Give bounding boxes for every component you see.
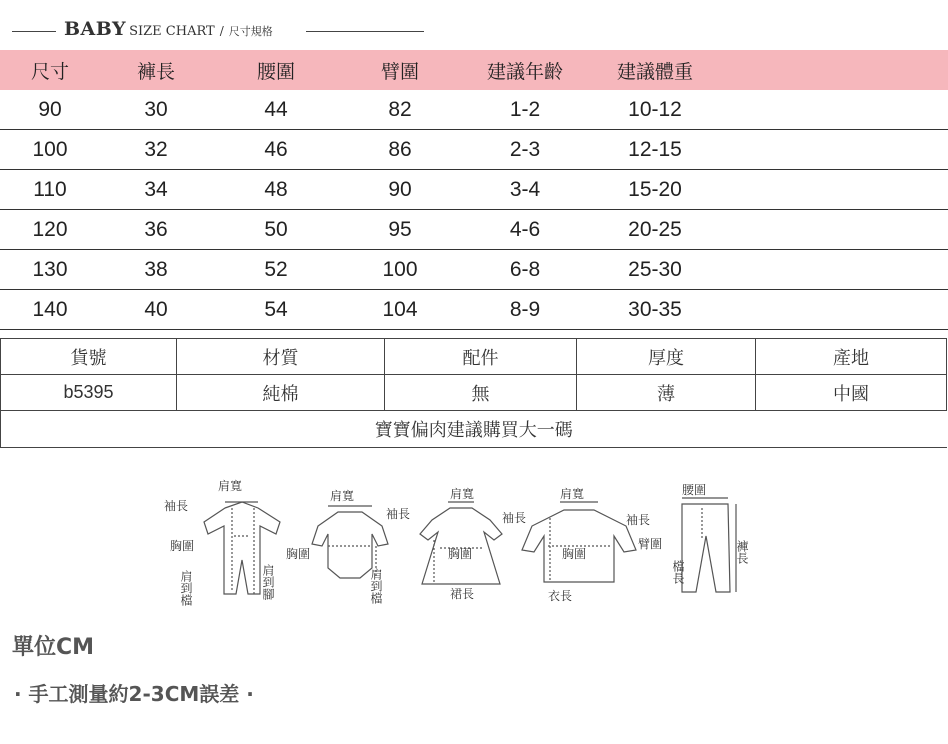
table-cell: 100	[340, 250, 460, 290]
table-cell: 90	[340, 170, 460, 210]
product-info-table	[0, 338, 947, 448]
label-waist: 腰圍	[682, 483, 707, 497]
table-cell: 30	[100, 90, 212, 130]
table-cell: 95	[340, 210, 460, 250]
table-cell: 50	[212, 210, 340, 250]
table-cell-blank	[720, 90, 948, 130]
label-skirt-length: 裙長	[450, 587, 475, 601]
info-value-row	[1, 375, 947, 411]
table-cell: 82	[340, 90, 460, 130]
subtitle-text: SIZE CHART	[129, 24, 215, 39]
info-label: 材質	[177, 339, 385, 375]
label-shoulder-width-3: 肩寬	[450, 487, 475, 501]
info-value: 薄	[577, 375, 756, 411]
label-chest-3: 胸圍	[448, 547, 473, 561]
table-cell: 12-15	[590, 130, 720, 170]
size-table	[0, 50, 948, 330]
table-cell: 38	[100, 250, 212, 290]
table-cell-blank	[720, 170, 948, 210]
table-row	[0, 250, 948, 290]
header-title	[64, 18, 273, 40]
label-sleeve-length-4: 袖長	[626, 513, 651, 527]
column-header: 尺寸	[0, 50, 100, 90]
column-header: 腰圍	[212, 50, 340, 90]
label-arm: 臂圍	[638, 537, 663, 551]
column-header: 建議年齡	[460, 50, 590, 90]
table-cell: 104	[340, 290, 460, 330]
table-cell-blank	[720, 130, 948, 170]
label-chest-4: 胸圍	[562, 547, 587, 561]
label-shoulder-width: 肩寬	[218, 479, 243, 493]
table-cell: 15-20	[590, 170, 720, 210]
label-chest-2: 胸圍	[286, 547, 311, 561]
table-cell: 36	[100, 210, 212, 250]
label-shoulder-to-foot: 肩到腳	[261, 564, 275, 600]
table-cell-blank	[720, 290, 948, 330]
table-cell: 40	[100, 290, 212, 330]
label-shoulder-to-crotch: 肩到檔	[179, 570, 193, 606]
label-sleeve-length: 袖長	[164, 499, 189, 513]
table-cell: 46	[212, 130, 340, 170]
header-rule-left	[12, 31, 56, 32]
tolerance-note: · 手工測量約2-3CM誤差 ·	[14, 682, 254, 706]
table-cell: 2-3	[460, 130, 590, 170]
label-sleeve-length-2: 袖長	[386, 507, 411, 521]
info-label: 貨號	[1, 339, 177, 375]
table-cell: 130	[0, 250, 100, 290]
table-cell: 10-12	[590, 90, 720, 130]
garment-diagram	[150, 478, 770, 618]
info-value: 無	[385, 375, 577, 411]
column-header-blank	[720, 50, 948, 90]
table-cell: 48	[212, 170, 340, 210]
table-cell: 30-35	[590, 290, 720, 330]
table-cell: 1-2	[460, 90, 590, 130]
table-cell: 140	[0, 290, 100, 330]
info-label-row	[1, 339, 947, 375]
table-row	[0, 290, 948, 330]
sizing-note: 寶寶偏肉建議購買大一碼	[1, 411, 947, 448]
table-cell: 110	[0, 170, 100, 210]
table-cell-blank	[720, 250, 948, 290]
separator-text: /	[219, 24, 224, 38]
size-table-header-row	[0, 50, 948, 90]
info-note-row	[1, 411, 947, 448]
table-cell: 4-6	[460, 210, 590, 250]
table-cell: 100	[0, 130, 100, 170]
table-cell: 25-30	[590, 250, 720, 290]
table-cell: 3-4	[460, 170, 590, 210]
subtitle-cn-text: 尺寸規格	[228, 25, 273, 38]
brand-text: BABY	[64, 18, 127, 40]
label-chest: 胸圍	[170, 539, 195, 553]
table-cell: 44	[212, 90, 340, 130]
label-shoulder-to-crotch-2: 肩到檔	[369, 568, 383, 604]
label-crotch-length: 檔長	[671, 560, 685, 584]
column-header: 臂圍	[340, 50, 460, 90]
table-row	[0, 170, 948, 210]
table-cell: 52	[212, 250, 340, 290]
info-value: 純棉	[177, 375, 385, 411]
measurement-illustrations	[150, 478, 770, 618]
table-cell: 8-9	[460, 290, 590, 330]
label-shoulder-width-2: 肩寬	[330, 489, 355, 503]
info-label: 產地	[756, 339, 947, 375]
table-cell: 32	[100, 130, 212, 170]
label-top-length: 衣長	[548, 589, 573, 603]
unit-label: 單位CM	[12, 635, 95, 660]
info-label: 配件	[385, 339, 577, 375]
column-header: 建議體重	[590, 50, 720, 90]
table-cell: 120	[0, 210, 100, 250]
table-row	[0, 90, 948, 130]
info-value: b5395	[1, 375, 177, 411]
table-cell: 20-25	[590, 210, 720, 250]
table-cell: 86	[340, 130, 460, 170]
table-cell: 54	[212, 290, 340, 330]
label-sleeve-length-3: 袖長	[502, 511, 527, 525]
label-pants-length: 褲長	[735, 540, 749, 564]
info-value: 中國	[756, 375, 947, 411]
table-row	[0, 210, 948, 250]
table-cell: 6-8	[460, 250, 590, 290]
column-header: 褲長	[100, 50, 212, 90]
table-cell-blank	[720, 210, 948, 250]
header-rule-right	[306, 31, 424, 32]
table-cell: 34	[100, 170, 212, 210]
info-label: 厚度	[577, 339, 756, 375]
chart-header	[10, 14, 430, 48]
table-row	[0, 130, 948, 170]
label-shoulder-width-4: 肩寬	[560, 487, 585, 501]
table-cell: 90	[0, 90, 100, 130]
